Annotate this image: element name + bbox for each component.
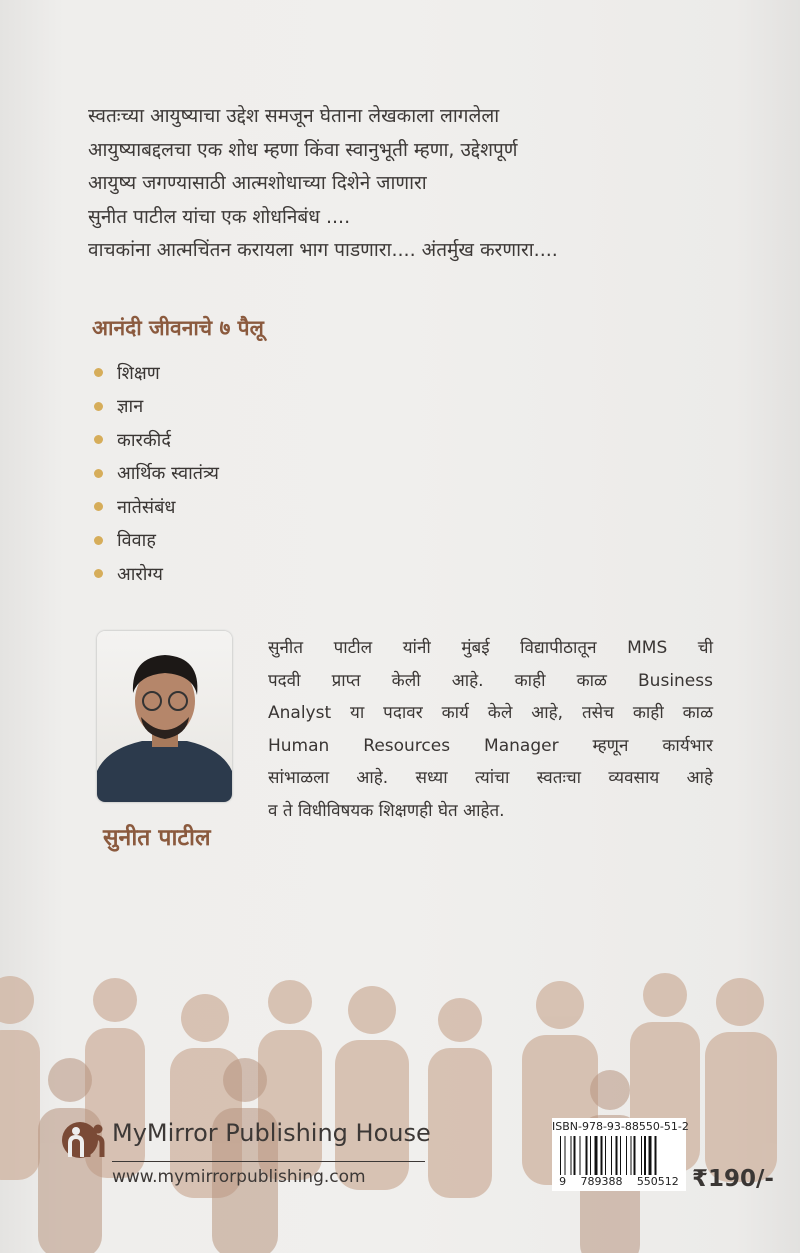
bio-line: सुनीत पाटील यांनी मुंबई विद्यापीठातून MMS ची <box>268 638 713 658</box>
crowd-silhouette-background <box>0 960 800 1253</box>
barcode-digit-group: 550512 <box>636 1175 679 1188</box>
barcode-digits <box>552 1175 686 1188</box>
intro-line: सुनीत पाटील यांचा एक शोधनिबंध .... <box>88 205 351 228</box>
bio-line: Human Resources Manager म्हणून कार्यभार <box>268 735 713 756</box>
aspect-label: आरोग्य <box>117 563 163 585</box>
aspect-label: कारकीर्द <box>117 429 171 451</box>
intro-blurb <box>88 100 708 268</box>
aspects-heading: आनंदी जीवनाचे ७ पैलू <box>92 316 264 340</box>
publisher-logo-icon <box>62 1117 108 1163</box>
author-name: सुनीत पाटील <box>103 825 211 851</box>
aspects-list <box>94 356 219 591</box>
bullet-icon <box>94 536 103 545</box>
intro-line: स्वतःच्या आयुष्याचा उद्देश समजून घेताना लेखकाला लागलेला <box>88 105 500 127</box>
intro-line: वाचकांना आत्मचिंतन करायला भाग पाडणारा.... अंतर्मुख करणारा.... <box>88 239 558 261</box>
aspect-label: शिक्षण <box>117 362 160 384</box>
barcode-digit-group: 9 <box>559 1175 567 1188</box>
publisher-url: www.mymirrorpublishing.com <box>112 1167 366 1187</box>
bio-line: व ते विधीविषयक शिक्षणही घेत आहेत. <box>268 800 505 821</box>
bullet-icon <box>94 402 103 411</box>
list-item <box>94 524 219 558</box>
price: ₹190/- <box>692 1166 774 1192</box>
bio-line: सांभाळला आहे. सध्या त्यांचा स्वतःचा व्यवसाय आहे <box>268 768 713 788</box>
list-item <box>94 390 219 424</box>
intro-line: आयुष्याबद्दलचा एक शोध म्हणा किंवा स्वानुभूती म्हणा, उद्देशपूर्ण <box>88 138 518 161</box>
divider <box>112 1161 425 1162</box>
barcode <box>552 1118 689 1191</box>
list-item <box>94 557 219 591</box>
bullet-icon <box>94 502 103 511</box>
list-item <box>94 457 219 491</box>
list-item <box>94 423 219 457</box>
list-item <box>94 490 219 524</box>
publisher-name: MyMirror Publishing House <box>112 1119 431 1147</box>
bullet-icon <box>94 368 103 377</box>
list-item <box>94 356 219 390</box>
author-bio <box>268 632 713 827</box>
bullet-icon <box>94 469 103 478</box>
bullet-icon <box>94 435 103 444</box>
barcode-digit-group: 789388 <box>580 1175 623 1188</box>
isbn-label: ISBN-978-93-88550-51-2 <box>552 1120 689 1133</box>
bio-line: Analyst या पदावर कार्य केले आहे, तसेच काही काळ <box>268 703 713 723</box>
aspect-label: नातेसंबंध <box>117 496 176 518</box>
bio-line: पदवी प्राप्त केली आहे. काही काळ Business <box>268 670 713 691</box>
author-photo <box>97 631 232 802</box>
aspect-label: ज्ञान <box>117 396 144 418</box>
intro-line: आयुष्य जगण्यासाठी आत्मशोधाच्या दिशेने जाणारा <box>88 172 427 194</box>
aspect-label: विवाह <box>117 530 156 552</box>
bullet-icon <box>94 569 103 578</box>
aspect-label: आर्थिक स्वातंत्र्य <box>117 463 219 485</box>
